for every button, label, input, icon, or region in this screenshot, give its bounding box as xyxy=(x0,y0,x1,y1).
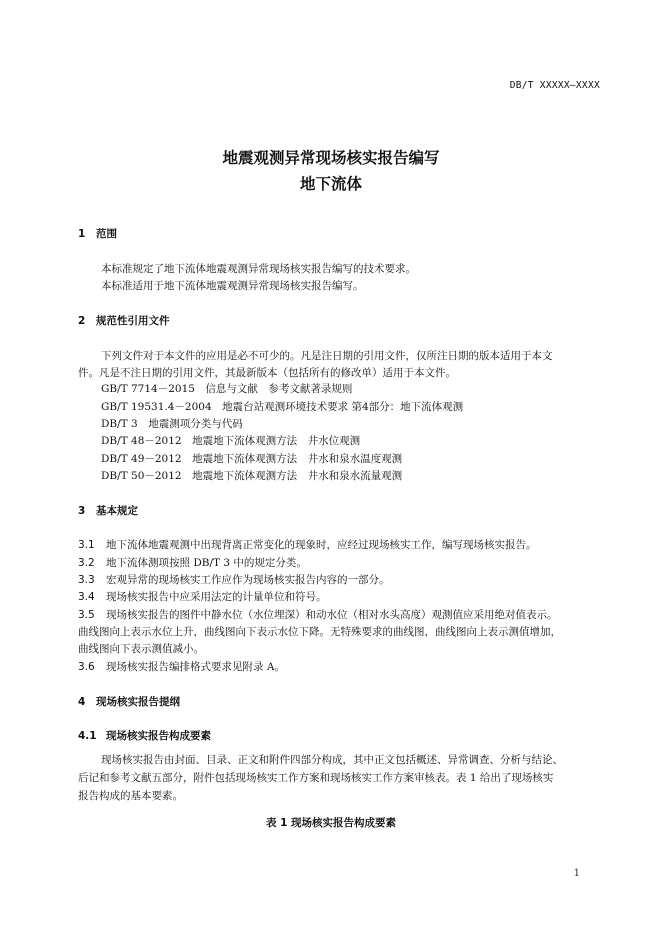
reference-item: DB/T 49－2012 地震地下流体观测方法 井水和泉水温度观测 xyxy=(101,453,403,465)
reference-item: GB/T 19531.4－2004 地震台站观测环境技术要求 第4部分：地下流体观测 xyxy=(101,401,464,413)
section-number: 1 xyxy=(78,228,86,240)
subsection-title: 现场核实报告构成要素 xyxy=(106,730,211,742)
section-1-para-1: 本标准规定了地下流体地震观测异常现场核实报告编写的技术要求。 xyxy=(101,263,416,275)
subsection-4-1-heading xyxy=(78,728,211,743)
clause-text: 现场核实报告编排格式要求见附录 A。 xyxy=(106,661,285,673)
reference-item: DB/T 48－2012 地震地下流体观测方法 井水位观测 xyxy=(101,435,361,447)
subsection-number: 4.1 xyxy=(78,730,97,742)
section-3-heading xyxy=(78,503,138,518)
clause-text: 宏观异常的现场核实工作应作为现场核实报告内容的一部分。 xyxy=(106,574,390,586)
clause-number: 3.2 xyxy=(78,557,95,569)
section-title: 规范性引用文件 xyxy=(96,315,170,327)
section-number: 3 xyxy=(78,505,86,517)
section-2-heading xyxy=(78,313,170,328)
clause-number: 3.6 xyxy=(78,661,95,673)
clause-3-4 xyxy=(78,589,327,604)
reference-item: DB/T 3 地震测项分类与代码 xyxy=(101,418,243,430)
clause-3-3 xyxy=(78,572,390,587)
subsection-4-1-line-1: 现场核实报告由封面、目录、正文和附件四部分构成，其中正文包括概述、异常调查、分析与结论、 xyxy=(101,754,563,766)
document-title: 地震观测异常现场核实报告编写 xyxy=(222,148,440,167)
clause-3-5-line-1 xyxy=(78,607,558,622)
section-title: 基本规定 xyxy=(96,505,138,517)
section-number: 4 xyxy=(78,696,86,708)
reference-item: GB/T 7714－2015 信息与文献 参考文献著录规则 xyxy=(101,383,353,395)
subsection-4-1-line-2: 后记和参考文献五部分，附件包括现场核实工作方案和现场核实工作方案审核表。表 1 给出了现场核实 xyxy=(78,772,554,784)
document-subtitle: 地下流体 xyxy=(299,174,362,193)
clause-3-5-line-3: 曲线图向下表示测值减小。 xyxy=(78,643,204,655)
reference-item: DB/T 50－2012 地震地下流体观测方法 井水和泉水流量观测 xyxy=(101,470,403,482)
section-number: 2 xyxy=(78,315,86,327)
clause-number: 3.3 xyxy=(78,574,95,586)
section-1-para-2: 本标准适用于地下流体地震观测异常现场核实报告编写。 xyxy=(101,280,364,292)
section-1-heading xyxy=(78,226,117,241)
clause-number: 3.1 xyxy=(78,539,95,551)
clause-text: 现场核实报告中应采用法定的计量单位和符号。 xyxy=(106,591,327,603)
clause-text: 地下流体地震观测中出现背离正常变化的现象时，应经过现场核实工作，编写现场核实报告。 xyxy=(106,539,537,551)
section-2-intro-line-1: 下列文件对于本文件的应用是必不可少的。凡是注日期的引用文件，仅所注日期的版本适用于本文 xyxy=(101,350,553,362)
section-4-heading xyxy=(78,694,180,709)
standard-code: DB/T XXXXX—XXXX xyxy=(509,80,600,91)
clause-3-5-line-2: 曲线图向上表示水位上升，曲线图向下表示水位下降。无特殊要求的曲线图，曲线图向上表示测值增加， xyxy=(78,626,561,638)
clause-3-1 xyxy=(78,537,537,552)
table-caption: 表 1 现场核实报告构成要素 xyxy=(265,817,397,829)
section-title: 范围 xyxy=(96,228,117,240)
clause-number: 3.4 xyxy=(78,591,95,603)
clause-text: 地下流体测项按照 DB/T 3 中的规定分类。 xyxy=(106,557,307,569)
section-2-intro-line-2: 件。凡是不注日期的引用文件，其最新版本（包括所有的修改单）适用于本文件。 xyxy=(78,367,456,379)
clause-3-2 xyxy=(78,555,307,570)
subsection-4-1-line-3: 报告构成的基本要素。 xyxy=(78,790,183,802)
section-title: 现场核实报告提纲 xyxy=(96,696,180,708)
page-number: 1 xyxy=(573,868,580,879)
clause-3-6 xyxy=(78,659,285,674)
clause-number: 3.5 xyxy=(78,609,95,621)
clause-text: 现场核实报告的图件中静水位（水位埋深）和动水位（相对水头高度）观测值应采用绝对值表示。 xyxy=(106,609,558,621)
